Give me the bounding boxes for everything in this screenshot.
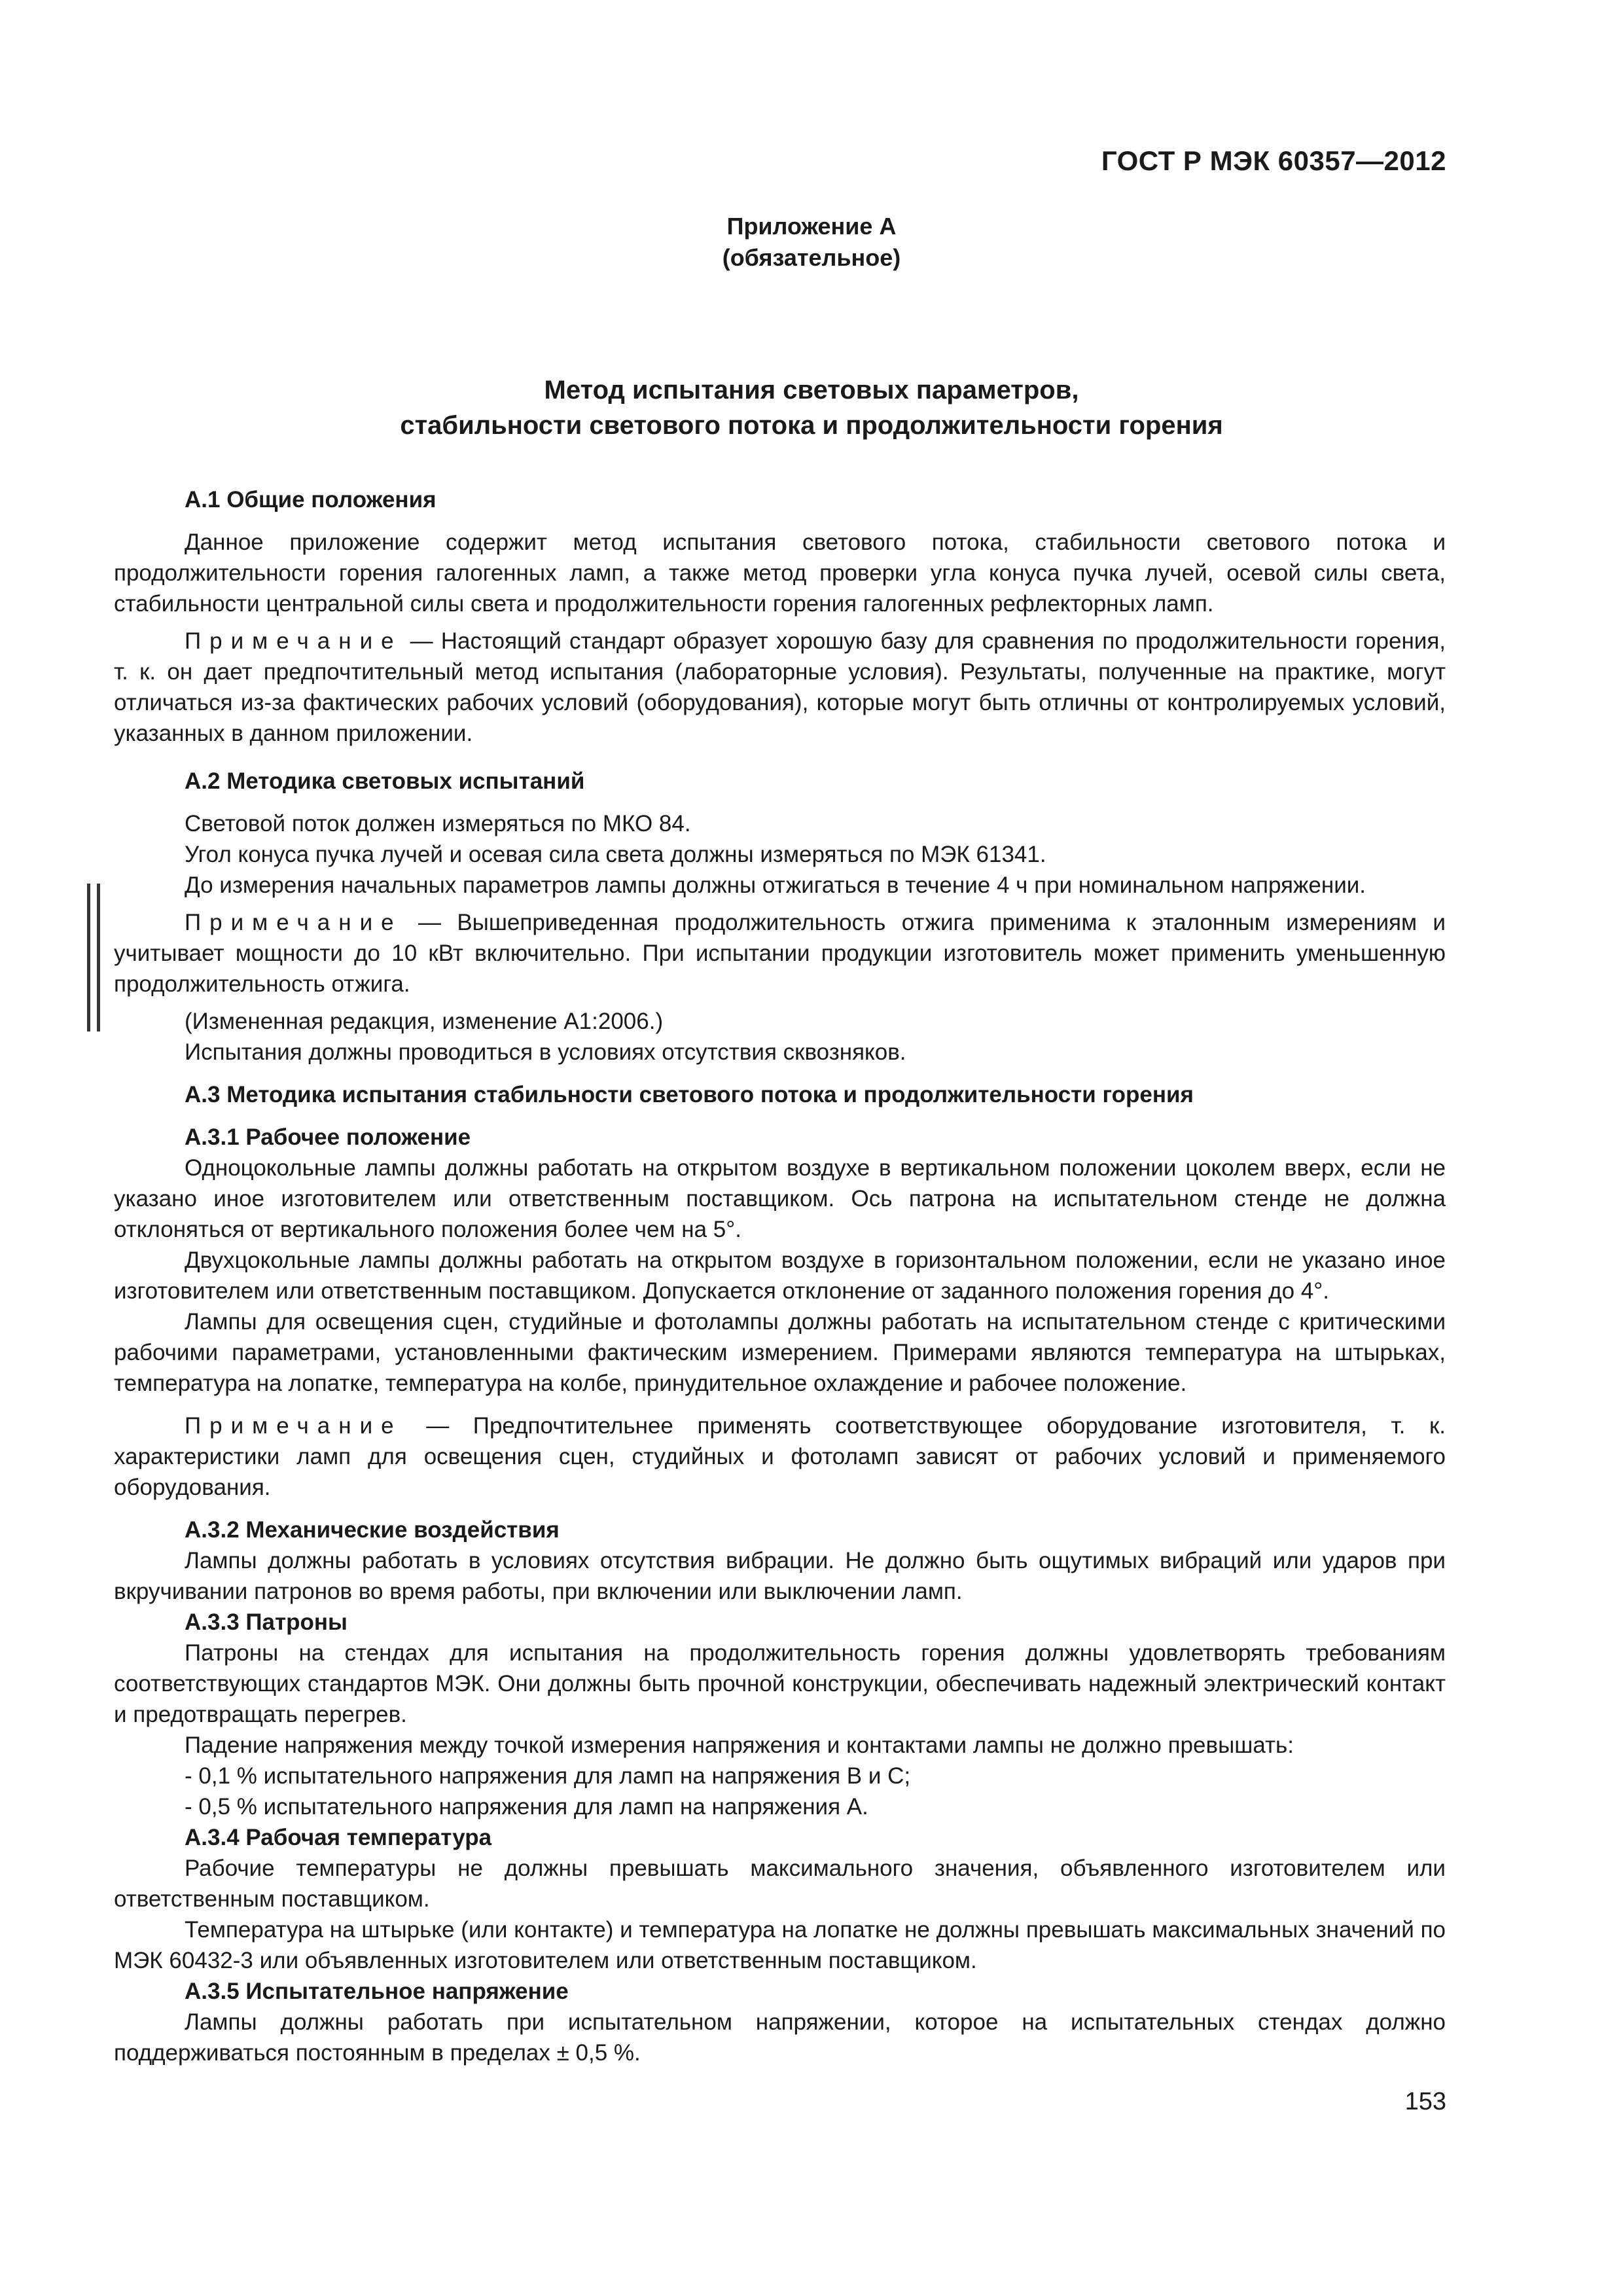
paragraph: Угол конуса пучка лучей и осевая сила света должны измеряться по МЭК 61341.	[185, 842, 1046, 867]
section-heading: А.1 Общие положения	[185, 487, 437, 512]
subsection-heading: А.3.5 Испытательное напряжение	[185, 1979, 569, 2004]
note-text: — Настоящий стандарт образует хорошую базу для сравнения по продолжительности горения, т. к. он дает предпочтительный метод испытания (лабораторные условия). Результаты, полученные на практике, могут отличаться из-за фактических рабочих условий (оборудования), которые могут быть отличны от контролируемых условий, указанных в данном приложении.	[114, 628, 1446, 746]
note	[114, 1410, 1446, 1503]
note-text: — Предпочтительнее применять соответствующее оборудование изготовителя, т. к. характеристики ламп для освещения сцен, студийных и фотоламп зависят от рабочих условий и применяемого оборудования.	[114, 1413, 1446, 1500]
subsection-heading: А.3.4 Рабочая температура	[185, 1825, 492, 1850]
change-bar	[97, 884, 100, 1031]
paragraph: Световой поток должен измеряться по МКО 84.	[185, 811, 691, 836]
note	[114, 907, 1446, 999]
section-heading: А.2 Методика световых испытаний	[185, 768, 585, 794]
amendment-note: (Измененная редакция, изменение А1:2006.)	[185, 1009, 664, 1034]
paragraph: Испытания должны проводиться в условиях отсутствия сквозняков.	[185, 1039, 906, 1065]
paragraph: Температура на штырьке (или контакте) и температура на лопатке не должны превышать максимальных значений по МЭК 60432-3 или объявленных изготовителем или ответственным поставщиком.	[114, 1917, 1446, 1973]
paragraph: Лампы должны работать при испытательном напряжении, которое на испытательных стендах должно поддерживаться постоянным в пределах ± 0,5 %.	[114, 2009, 1446, 2066]
note-text: — Вышеприведенная продолжительность отжига применима к эталонным измерениям и учитывает мощности до 10 кВт включительно. При испытании продукции изготовитель может применить уменьшенную продолжительность отжига.	[114, 910, 1446, 997]
paragraph: Рабочие температуры не должны превышать максимального значения, объявленного изготовителем или ответственным поставщиком.	[114, 1856, 1446, 1912]
section-heading: А.3 Методика испытания стабильности светового потока и продолжительности горения	[185, 1082, 1194, 1107]
subsection-heading: А.3.3 Патроны	[185, 1609, 348, 1635]
appendix-label: Приложение А	[726, 213, 897, 240]
note-label: Примечание	[185, 910, 402, 935]
subsection-heading: А.3.2 Механические воздействия	[185, 1517, 560, 1543]
paragraph: Патроны на стендах для испытания на продолжительность горения должны удовлетворять требованиям соответствующих стандартов МЭК. Они должны быть прочной конструкции, обеспечивать надежный электрический контакт и предотвращать перегрев.	[114, 1640, 1446, 1727]
note-label: Примечание	[185, 628, 402, 654]
paragraph: Одноцокольные лампы должны работать на открытом воздухе в вертикальном положении цоколем вверх, если не указано иное изготовителем или ответственным поставщиком. Ось патрона на испытательном стенде не должна отклоняться от вертикального положения более чем на 5°.	[114, 1155, 1446, 1242]
paragraph: Двухцокольные лампы должны работать на открытом воздухе в горизонтальном положении, если не указано иное изготовителем или ответственным поставщиком. Допускается отклонение от заданного положения горения до 4°.	[114, 1247, 1446, 1304]
list-item: - 0,5 % испытательного напряжения для ламп на напряжения А.	[185, 1794, 868, 1820]
change-bar	[87, 884, 90, 1031]
note-label: Примечание	[185, 1413, 402, 1439]
paragraph: Лампы для освещения сцен, студийные и фотолампы должны работать на испытательном стенде с критическими рабочими параметрами, установленными фактическим измерением. Примерами являются температура на штырьках, температура на лопатке, температура на колбе, принудительное охлаждение и рабочее положение.	[114, 1309, 1446, 1396]
note	[114, 626, 1446, 749]
appendix-title-line2: стабильности светового потока и продолжительности горения	[400, 411, 1223, 440]
appendix-title-line1: Метод испытания световых параметров,	[544, 376, 1079, 404]
paragraph: Данное приложение содержит метод испытания светового потока, стабильности светового потока и продолжительности горения галогенных ламп, а также метод проверки угла конуса пучка лучей, осевой силы света, стабильности центральной силы света и продолжительности горения галогенных рефлекторных ламп.	[114, 529, 1446, 617]
paragraph: До измерения начальных параметров лампы должны отжигаться в течение 4 ч при номинальном напряжении.	[185, 872, 1366, 898]
paragraph: Падение напряжения между точкой измерения напряжения и контактами лампы не должно превышать:	[185, 1732, 1294, 1758]
document-number: ГОСТ Р МЭК 60357—2012	[1101, 145, 1446, 176]
list-item: - 0,1 % испытательного напряжения для ламп на напряжения В и С;	[185, 1763, 911, 1789]
appendix-status: (обязательное)	[722, 244, 901, 271]
document-body	[114, 484, 1446, 2068]
page-number: 153	[1404, 2088, 1446, 2115]
paragraph: Лампы должны работать в условиях отсутствия вибрации. Не должно быть ощутимых вибраций или ударов при вкручивании патронов во время работы, при включении или выключении ламп.	[114, 1548, 1446, 1604]
subsection-heading: А.3.1 Рабочее положение	[185, 1124, 471, 1150]
